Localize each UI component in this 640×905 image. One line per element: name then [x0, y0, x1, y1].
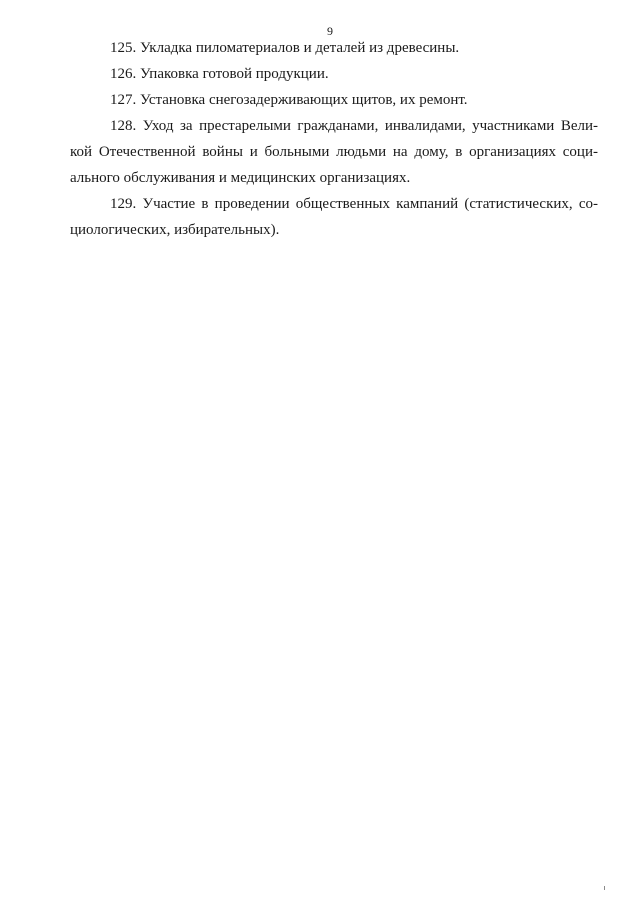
list-item-129: [70, 191, 598, 243]
list-item-line: 128. Уход за престарелыми гражданами, инвалидами, участниками Вели-: [110, 118, 598, 134]
list-item-line: кой Отечественной войны и больными людьми на дому, в организациях соци-: [70, 144, 598, 160]
list-item-126: [70, 61, 598, 87]
page-number: 9: [327, 24, 333, 38]
list-item-125: [70, 35, 598, 61]
list-item-line: 127. Установка снегозадерживающих щитов, их ремонт.: [110, 92, 468, 108]
list-item-127: [70, 87, 598, 113]
list-item-line: 125. Укладка пиломатериалов и деталей из древесины.: [110, 40, 460, 56]
list-item-line: ального обслуживания и медицинских организациях.: [70, 170, 411, 186]
list-item-line: 129. Участие в проведении общественных кампаний (статистических, со-: [110, 196, 598, 212]
list-item-line: 126. Упаковка готовой продукции.: [110, 66, 329, 82]
scan-mark: [604, 886, 605, 890]
list-item-line: циологических, избирательных).: [70, 222, 280, 238]
list-body: [70, 35, 598, 243]
list-item-128: [70, 113, 598, 191]
